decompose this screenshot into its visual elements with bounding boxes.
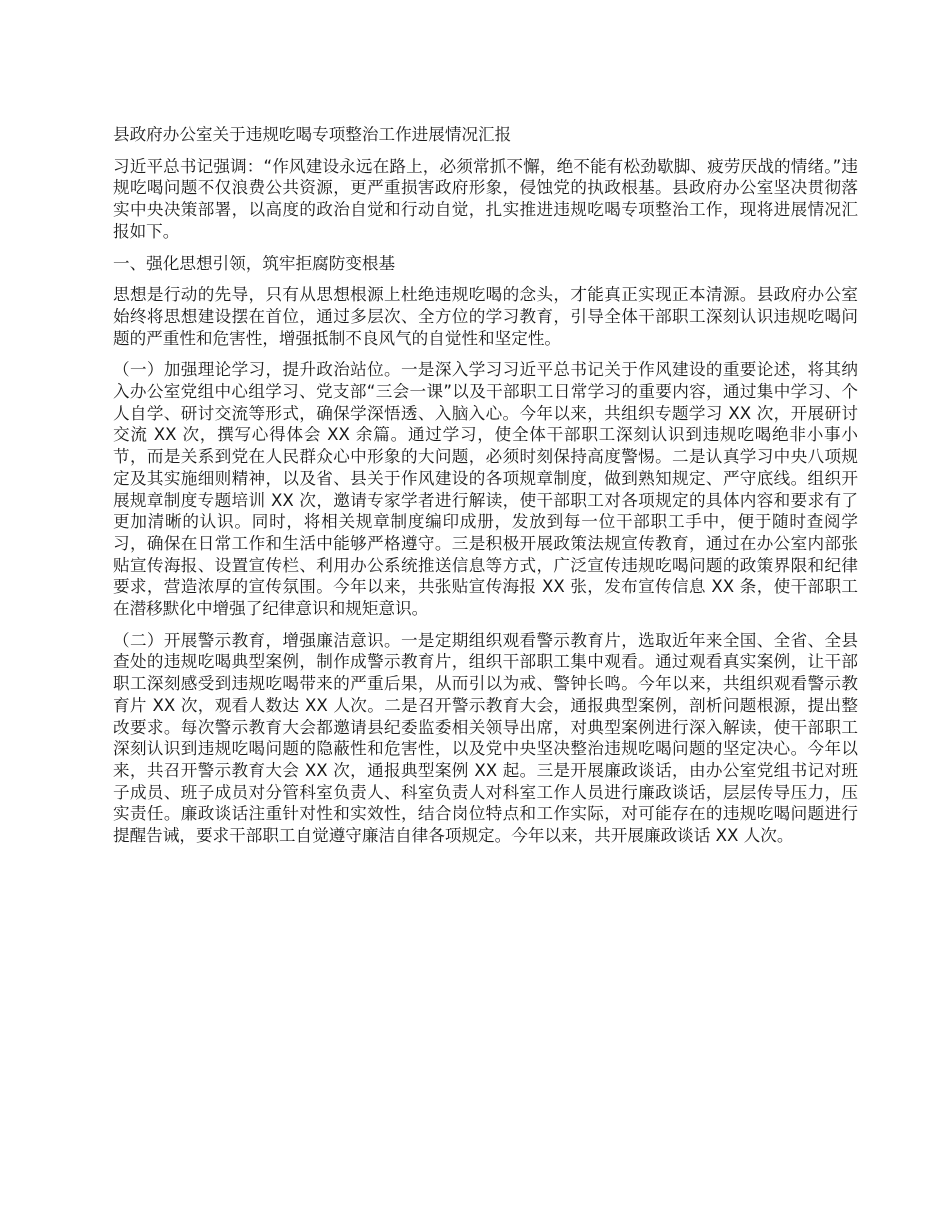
section-heading: 一、强化思想引领，筑牢拒腐防变根基 [113,253,396,273]
subsection-1-paragraph: （一）加强理论学习，提升政治站位。一是深入学习习近平总书记关于作风建设的重要论述，将其纳入办公室党组中心组学习、党支部“三会一课”以及干部职工日常学习的重要内容，通过集中学习、个人自学、研讨交流等形式，确保学深悟透、入脑入心。今年以来，共组织专题学习 XX 次，开展研讨交流 XX 次，撰写心得体会 XX 余篇。通过学习，使全体干部职工深刻认识到违规吃喝绝非小事小节，而是关系到党在人民群众心中形象的大问题，必须时刻保持高度警惕。二是认真学习中央八项规定及其实施细则精神，以及省、县关于作风建设的各项规章制度，做到熟知规定、严守底线。组织开展规章制度专题培训 XX 次，邀请专家学者进行解读，使干部职工对各项规定的具体内容和要求有了更加清晰的认识。同时，将相关规章制度编印成册，发放到每一位干部职工手中，便于随时查阅学习，确保在日常工作和生活中能够严格遵守。三是积极开展政策法规宣传教育，通过在办公室内部张贴宣传海报、设置宣传栏、利用办公系统推送信息等方式，广泛宣传违规吃喝问题的政策界限和纪律要求，营造浓厚的宣传氛围。今年以来，共张贴宣传海报 XX 张，发布宣传信息 XX 条，使干部职工在潜移默化中增强了纪律意识和规矩意识。 [113,360,858,619]
subsection-2-paragraph: （二）开展警示教育，增强廉洁意识。一是定期组织观看警示教育片，选取近年来全国、全省、全县查处的违规吃喝典型案例，制作成警示教育片，组织干部职工集中观看。通过观看真实案例，让干部职工深刻感受到违规吃喝带来的严重后果，从而引以为戒、警钟长鸣。今年以来，共组织观看警示教育片 XX 次，观看人数达 XX 人次。二是召开警示教育大会，通报典型案例，剖析问题根源，提出整改要求。每次警示教育大会都邀请县纪委监委相关领导出席，对典型案例进行深入解读，使干部职工深刻认识到违规吃喝问题的隐蔽性和危害性，以及党中央坚决整治违规吃喝问题的坚定决心。今年以来，共召开警示教育大会 XX 次，通报典型案例 XX 起。三是开展廉政谈话，由办公室党组书记对班子成员、班子成员对分管科室负责人、科室负责人对科室工作人员进行廉政谈话，层层传导压力，压实责任。廉政谈话注重针对性和实效性，结合岗位特点和工作实际，对可能存在的违规吃喝问题进行提醒告诫，要求干部职工自觉遵守廉洁自律各项规定。今年以来，共开展廉政谈话 XX 人次。 [113,630,858,846]
document-page [113,124,858,857]
document-title: 县政府办公室关于违规吃喝专项整治工作进展情况汇报 [113,125,512,144]
section-lead-paragraph: 思想是行动的先导，只有从思想根源上杜绝违规吃喝的念头，才能真正实现正本清源。县政府办公室始终将思想建设摆在首位，通过多层次、全方位的学习教育，引导全体干部职工深刻认识违规吃喝问题的严重性和危害性，增强抵制不良风气的自觉性和坚定性。 [113,285,858,348]
intro-paragraph: 习近平总书记强调：“作风建设永远在路上，必须常抓不懈，绝不能有松劲歇脚、疲劳厌战的情绪。”违规吃喝问题不仅浪费公共资源，更严重损害政府形象，侵蚀党的执政根基。县政府办公室坚决贯彻落实中央决策部署，以高度的政治自觉和行动自觉，扎实推进违规吃喝专项整治工作，现将进展情况汇报如下。 [113,156,858,241]
